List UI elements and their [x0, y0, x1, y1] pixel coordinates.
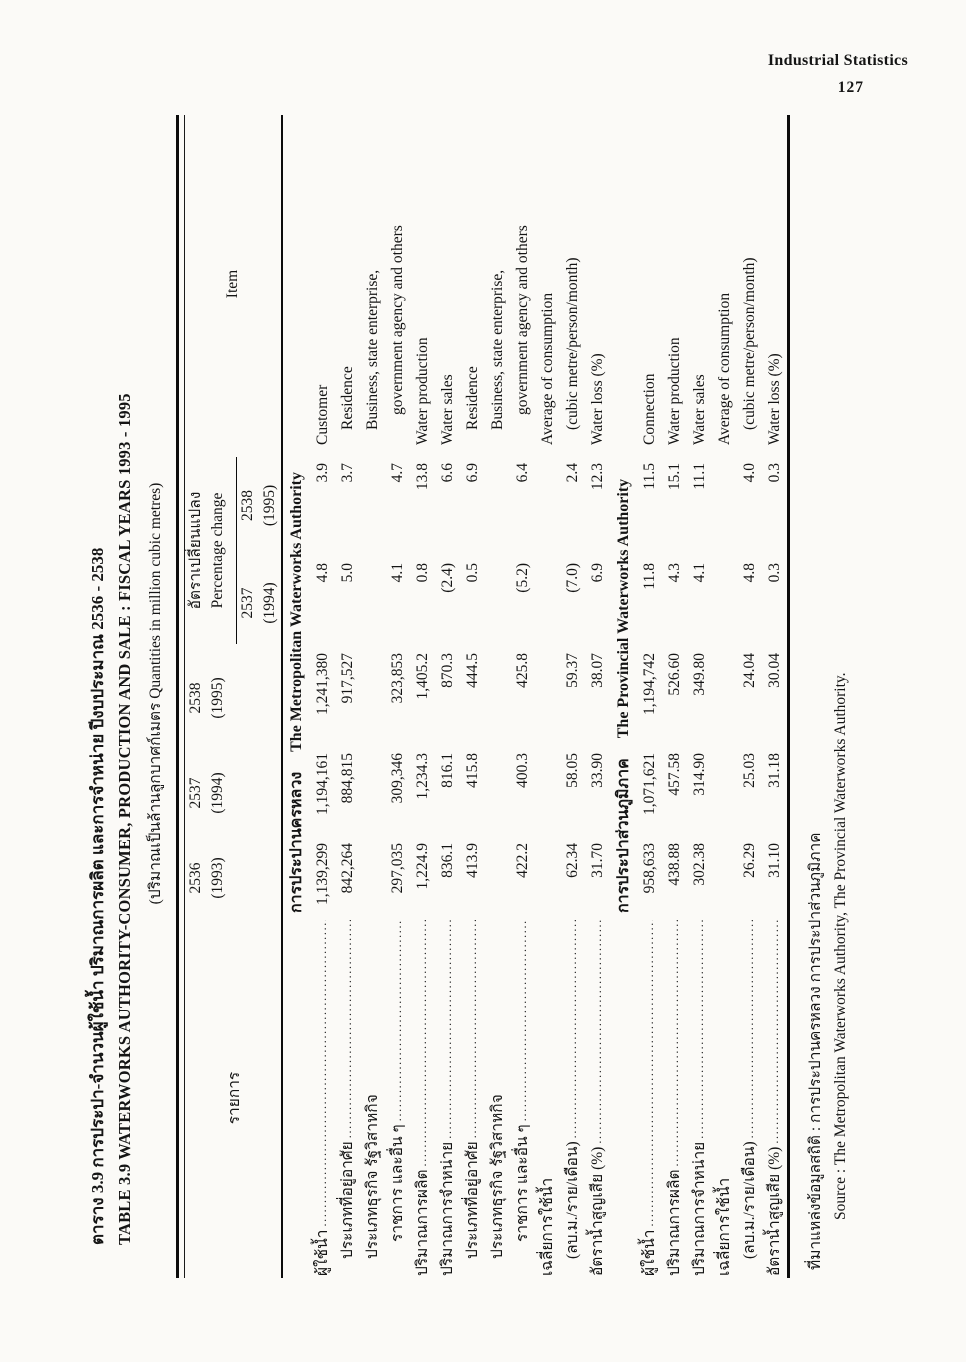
item-label-english: Water loss (%)	[589, 353, 606, 445]
pct-change-1994	[485, 558, 510, 648]
item-label-thai: ราชการ และอื่น ๆ	[389, 1124, 406, 1242]
value-1995	[485, 648, 510, 748]
page-number: 127	[837, 79, 864, 96]
value-1993: 842,264	[339, 843, 356, 894]
value-1995: 917,527	[339, 653, 356, 704]
pct-change-1994: 4.1	[389, 563, 406, 583]
value-1994: 816.1	[439, 753, 456, 788]
dotted-leader	[385, 920, 410, 1121]
item-label-thai-cell	[410, 918, 435, 1278]
item-label-thai: ปริมาณการจำหน่าย	[691, 1141, 708, 1276]
item-label-thai: อัตราน้ำสูญเสีย (%)	[589, 1146, 606, 1276]
section-heading-english: The Provincial Waterworks Authority	[615, 478, 632, 739]
value-1995: 870.3	[439, 653, 456, 688]
table-row	[435, 115, 460, 1278]
subcolumn-header-pct-2538	[237, 453, 282, 558]
item-label-thai-cell	[535, 918, 560, 1278]
item-label-thai-cell	[662, 918, 687, 1278]
value-1994: 1,234.3	[414, 753, 431, 800]
value-1993	[360, 838, 385, 918]
pct-change-1994: 6.9	[589, 563, 606, 583]
value-1994	[485, 748, 510, 838]
value-1994: 25.03	[741, 753, 758, 788]
value-1993: 958,633	[641, 843, 658, 894]
pct-change-1995: 15.1	[666, 463, 683, 491]
table-units-note: (ปริมาณเป็นล้านลูกบาศก์เมตร Quantities in million cubic metres)	[147, 482, 164, 905]
table-row	[712, 115, 737, 1278]
pct-change-1994: (2.4)	[439, 563, 456, 593]
item-label-thai: ปริมาณการจำหน่าย	[439, 1141, 456, 1276]
item-label-thai: ผู้ใช้น้ำ	[314, 1229, 331, 1276]
value-1993: 26.29	[741, 843, 758, 878]
column-header-year-2536	[185, 838, 282, 918]
table-header	[185, 115, 282, 1278]
value-1994: 415.8	[464, 753, 481, 788]
rotated-table-block	[85, 112, 927, 1300]
dotted-leader	[460, 920, 485, 1138]
section-heading-row	[282, 115, 310, 1278]
section-heading-thai: การประปาส่วนภูมิภาค	[615, 758, 632, 913]
item-label-english: Water production	[414, 337, 431, 445]
pct-change-1995: 13.8	[414, 463, 431, 491]
year-be: 2538	[187, 682, 204, 714]
item-label-thai: ปริมาณการผลิต	[666, 1169, 683, 1276]
pct-change-1994: 4.8	[314, 563, 331, 583]
item-label-thai-cell	[637, 918, 662, 1278]
pct-change-1995	[485, 453, 510, 558]
table-top-rule	[176, 115, 185, 1278]
dotted-leader	[510, 920, 535, 1121]
table-row	[460, 115, 485, 1278]
item-label-thai: อัตราน้ำสูญเสีย (%)	[766, 1146, 783, 1276]
pct-change-1995	[360, 453, 385, 558]
value-1993: 31.10	[766, 843, 783, 878]
value-1995	[360, 648, 385, 748]
value-1994: 400.3	[514, 753, 531, 788]
pct-change-1995: 4.0	[741, 463, 758, 483]
item-label-english: Residence	[339, 366, 356, 430]
value-1995	[712, 648, 737, 748]
pct-change-1994: (5.2)	[514, 563, 531, 593]
pct-change-1994: (7.0)	[564, 563, 581, 593]
pct-change-1994: 4.1	[691, 563, 708, 583]
pct-change-1994: 11.8	[641, 563, 658, 590]
dotted-leader	[687, 920, 712, 1139]
value-1995	[535, 648, 560, 748]
value-1994: 1,071,621	[641, 753, 658, 815]
year-ad: (1994)	[261, 582, 278, 624]
item-label-english: Water loss (%)	[766, 353, 783, 445]
value-1995: 1,405.2	[414, 653, 431, 700]
item-label-english: Business, state enterprise,	[364, 269, 381, 430]
value-1993: 1,139,299	[314, 843, 331, 905]
running-header: Industrial Statistics	[767, 52, 908, 69]
table-row	[560, 115, 585, 1278]
value-1995: 24.04	[741, 653, 758, 688]
value-1993	[535, 838, 560, 918]
pct-change-1995: 6.6	[439, 463, 456, 483]
item-label-english: Average of consumption	[539, 292, 556, 445]
pct-change-1995	[535, 453, 560, 558]
item-label-thai: ผู้ใช้น้ำ	[641, 1229, 658, 1276]
value-1995: 444.5	[464, 653, 481, 688]
section-heading	[282, 115, 310, 1278]
table-row	[737, 115, 762, 1278]
item-label-thai-cell	[510, 918, 535, 1278]
table-row	[485, 115, 510, 1278]
item-label-thai: ปริมาณการผลิต	[414, 1169, 431, 1276]
table-row	[662, 115, 687, 1278]
value-1993	[485, 838, 510, 918]
dotted-leader	[560, 920, 585, 1138]
pct-change-1995	[712, 453, 737, 558]
item-label-thai-cell	[360, 918, 385, 1278]
value-1994: 31.18	[766, 753, 783, 788]
item-label-thai: ประเภทธุรกิจ รัฐวิสาหกิจ	[489, 1094, 506, 1259]
dotted-leader	[637, 920, 662, 1227]
item-label-thai-cell	[687, 918, 712, 1278]
value-1994: 58.05	[564, 753, 581, 788]
table-row	[310, 115, 335, 1278]
value-1994: 884,815	[339, 753, 356, 804]
table-row	[410, 115, 435, 1278]
percentage-change-english: Percentage change	[209, 492, 226, 609]
year-be: 2537	[239, 587, 256, 619]
source-thai: ที่มาแหล่งข้อมูลสถิติ : การประปานครหลวง การประปาส่วนภูมิภาค	[807, 832, 824, 1270]
item-label-thai-cell	[385, 918, 410, 1278]
table-row	[762, 115, 789, 1278]
year-ad: (1995)	[209, 677, 226, 719]
item-label-thai-cell	[335, 918, 360, 1278]
percentage-change-title	[185, 457, 237, 644]
value-1995: 38.07	[589, 653, 606, 688]
value-1994: 1,194,161	[314, 753, 331, 815]
pct-change-1995: 0.3	[766, 463, 783, 483]
value-1994: 309,346	[389, 753, 406, 804]
table-row	[335, 115, 360, 1278]
item-label-thai: ประเภทธุรกิจ รัฐวิสาหกิจ	[364, 1094, 381, 1259]
table-titles	[85, 112, 167, 1245]
section-heading-thai: การประปานครหลวง	[288, 771, 305, 913]
table-title-thai: ตาราง 3.9 การประปา-จำนวนผู้ใช้น้ำ ปริมาณการผลิต และการจำหน่าย ปีงบประมาณ 2536 - 2538	[88, 547, 107, 1245]
pct-change-1995: 11.5	[641, 463, 658, 490]
dotted-leader	[335, 920, 360, 1138]
item-label-english: Water sales	[691, 374, 708, 445]
year-ad: (1995)	[261, 484, 278, 527]
item-label-thai-cell	[737, 918, 762, 1278]
pct-change-1995: 3.9	[314, 463, 331, 483]
pct-change-1994	[535, 558, 560, 648]
pct-change-1994	[712, 558, 737, 648]
value-1993: 422.2	[514, 843, 531, 878]
pct-change-1994: 5.0	[339, 563, 356, 583]
value-1993: 302.38	[691, 843, 708, 886]
value-1994: 33.90	[589, 753, 606, 788]
item-label-english: Business, state enterprise,	[489, 269, 506, 430]
pct-change-1995: 3.7	[339, 463, 356, 483]
item-label-thai: (ลบ.ม./ราย/เดือน)	[741, 1141, 758, 1259]
pct-change-1994: 0.5	[464, 563, 481, 583]
value-1995: 425.8	[514, 653, 531, 688]
pct-change-1995: 4.7	[389, 463, 406, 483]
value-1995: 59.37	[564, 653, 581, 688]
value-1995: 526.60	[666, 653, 683, 696]
year-ad: (1994)	[209, 772, 226, 814]
item-label-thai-cell	[585, 918, 610, 1278]
source-english: Source : The Metropolitan Waterworks Authority, The Provincial Waterworks Authority.	[832, 672, 849, 1220]
section-heading-row	[610, 115, 637, 1278]
column-header-year-2537	[185, 748, 282, 838]
subcolumn-header-pct-2537	[237, 558, 282, 648]
pct-change-1994: 0.8	[414, 563, 431, 583]
item-label-thai-cell	[712, 918, 737, 1278]
item-label-thai-cell	[435, 918, 460, 1278]
value-1993: 438.88	[666, 843, 683, 886]
item-label-english: government agency and others	[389, 225, 406, 415]
dotted-leader	[585, 920, 610, 1144]
page-header	[768, 52, 908, 97]
column-header-item-english: Item	[224, 269, 241, 299]
item-label-thai: ประเภทที่อยู่อาศัย	[464, 1141, 481, 1259]
table-row	[687, 115, 712, 1278]
source-note	[803, 112, 853, 1270]
item-label-thai-cell	[310, 918, 335, 1278]
item-label-thai-cell	[460, 918, 485, 1278]
year-be: 2538	[239, 490, 256, 521]
item-label-english: Residence	[464, 366, 481, 430]
value-1995: 323,853	[389, 653, 406, 704]
section-heading-english: The Metropolitan Waterworks Authority	[288, 472, 305, 752]
value-1993: 1,224.9	[414, 843, 431, 890]
item-label-english: Connection	[641, 373, 658, 445]
item-label-english: (cubic metre/person/month)	[741, 257, 758, 430]
dotted-leader	[310, 920, 335, 1227]
dotted-leader	[737, 920, 762, 1138]
value-1994: 314.90	[691, 753, 708, 796]
table-row	[535, 115, 560, 1278]
value-1993	[712, 838, 737, 918]
year-be: 2536	[187, 862, 204, 894]
percentage-change-thai: อัตราเปลี่ยนแปลง	[187, 491, 204, 610]
value-1993: 836.1	[439, 843, 456, 878]
dotted-leader	[762, 920, 787, 1144]
value-1993: 31.70	[589, 843, 606, 878]
item-label-thai-cell	[485, 918, 510, 1278]
item-label-thai: ราชการ และอื่น ๆ	[514, 1124, 531, 1242]
value-1993: 413.9	[464, 843, 481, 878]
waterworks-statistics-table	[185, 115, 790, 1278]
pct-change-1994: 4.8	[741, 563, 758, 583]
pct-change-1995: 6.9	[464, 463, 481, 483]
item-label-english: Water sales	[439, 374, 456, 445]
value-1995: 30.04	[766, 653, 783, 688]
pct-change-1995: 6.4	[514, 463, 531, 483]
table-row	[385, 115, 410, 1278]
pct-change-1995: 11.1	[691, 463, 708, 490]
pct-change-1995: 2.4	[564, 463, 581, 483]
item-label-english: (cubic metre/person/month)	[564, 257, 581, 430]
item-label-english: Average of consumption	[716, 292, 733, 445]
pct-change-1995: 12.3	[589, 463, 606, 491]
value-1995: 349.80	[691, 653, 708, 696]
year-ad: (1993)	[209, 857, 226, 899]
item-label-thai: (ลบ.ม./ราย/เดือน)	[564, 1141, 581, 1259]
item-label-thai: เฉลี่ยการใช้น้ำ	[716, 1177, 733, 1276]
item-label-thai-cell	[762, 918, 789, 1278]
value-1993: 297,035	[389, 843, 406, 894]
value-1995: 1,241,380	[314, 653, 331, 715]
item-label-english: Customer	[314, 384, 331, 445]
pct-change-1994: 4.3	[666, 563, 683, 583]
item-label-thai-cell	[560, 918, 585, 1278]
dotted-leader	[435, 920, 460, 1139]
dotted-leader	[410, 920, 435, 1166]
value-1993: 62.34	[564, 843, 581, 878]
table-row	[510, 115, 535, 1278]
pct-change-1994: 0.3	[766, 563, 783, 583]
table-row	[360, 115, 385, 1278]
table-row	[585, 115, 610, 1278]
table-title-english: TABLE 3.9 WATERWORKS AUTHORITY-CONSUMER, PRODUCTION AND SALE : FISCAL YEARS 1993 - 1995	[115, 393, 134, 1245]
item-label-english: government agency and others	[514, 225, 531, 415]
year-be: 2537	[187, 777, 204, 809]
table-body	[282, 115, 789, 1278]
pct-change-1994	[360, 558, 385, 648]
item-label-english: Water production	[666, 337, 683, 445]
column-header-percentage-change	[185, 453, 237, 648]
table-row	[637, 115, 662, 1278]
value-1995: 1,194,742	[641, 653, 658, 715]
value-1994	[535, 748, 560, 838]
section-heading	[610, 115, 637, 1278]
item-label-thai: เฉลี่ยการใช้น้ำ	[539, 1177, 556, 1276]
dotted-leader	[662, 920, 687, 1166]
item-label-thai: ประเภทที่อยู่อาศัย	[339, 1141, 356, 1259]
value-1994: 457.58	[666, 753, 683, 796]
column-header-year-2538	[185, 648, 282, 748]
column-header-item-thai: รายการ	[225, 1071, 243, 1125]
value-1994	[712, 748, 737, 838]
value-1994	[360, 748, 385, 838]
